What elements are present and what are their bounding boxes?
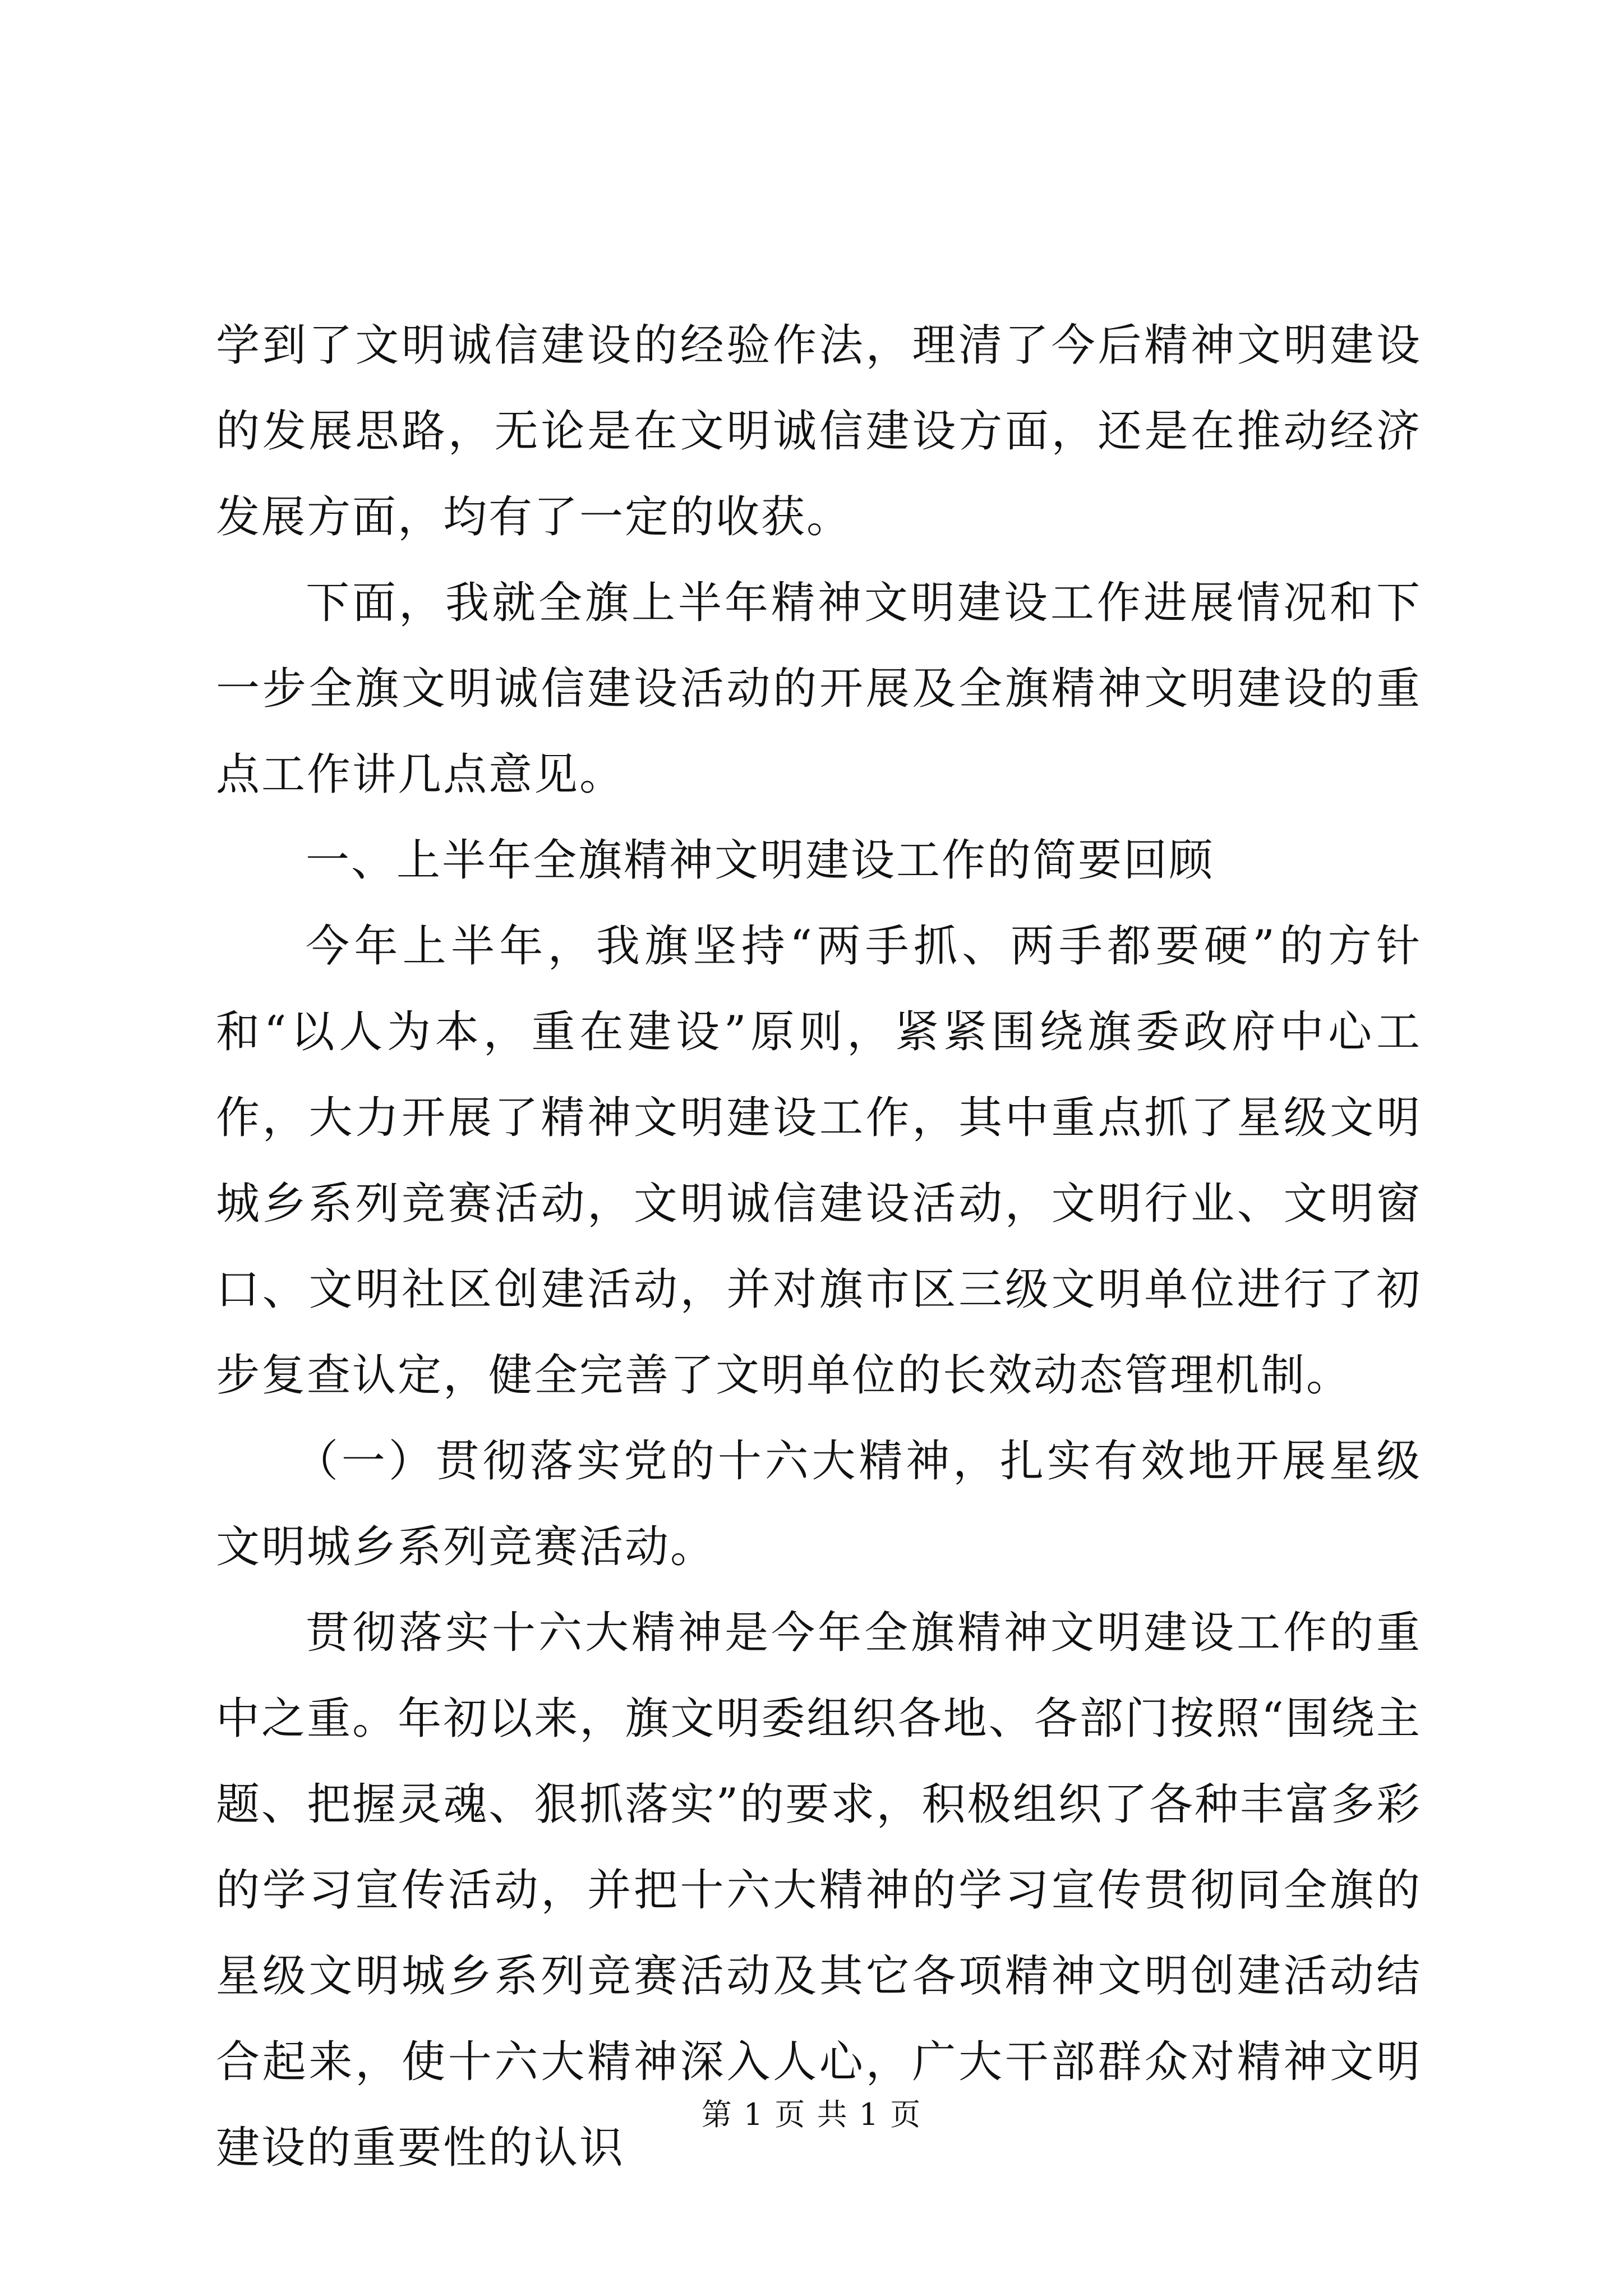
paragraph-intro: 下面，我就全旗上半年精神文明建设工作进展情况和下一步全旗文明诚信建设活动的开展及全旗精神文明建设的重点工作讲几点意见。 xyxy=(216,578,1422,800)
paragraph-continuation: 学到了文明诚信建设的经验作法，理清了今后精神文明建设的发展思路，无论是在文明诚信建设方面，还是在推动经济发展方面，均有了一定的收获。 xyxy=(216,320,1422,542)
paragraph-review: 今年上半年，我旗坚持“两手抓、两手都要硬”的方针和“以人为本，重在建设”原则，紧紧围绕旗委政府中心工作，大力开展了精神文明建设工作，其中重点抓了星级文明城乡系列竞赛活动，文明诚信建设活动，文明行业、文明窗口、文明社区创建活动，并对旗市区三级文明单位进行了初步复查认定，健全完善了文明单位的长效动态管理机制。 xyxy=(216,921,1422,1401)
subsection-heading: （一）贯彻落实党的十六大精神，扎实有效地开展星级文明城乡系列竞赛活动。 xyxy=(216,1436,1422,1572)
document-body xyxy=(216,303,1422,2191)
paragraph-detail: 贯彻落实十六大精神是今年全旗精神文明建设工作的重中之重。年初以来，旗文明委组织各地、各部门按照“围绕主题、把握灵魂、狠抓落实”的要求，积极组织了各种丰富多彩的学习宣传活动，并把十六大精神的学习宣传贯彻同全旗的星级文明城乡系列竞赛活动及其它各项精神文明创建活动结合起来，使十六大精神深入人心，广大干部群众对精神文明建设的重要性的认识 xyxy=(216,1608,1422,2173)
page-footer: 第 1 页 共 1 页 xyxy=(701,2097,922,2132)
section-heading: 一、上半年全旗精神文明建设工作的简要回顾 xyxy=(306,835,1215,886)
